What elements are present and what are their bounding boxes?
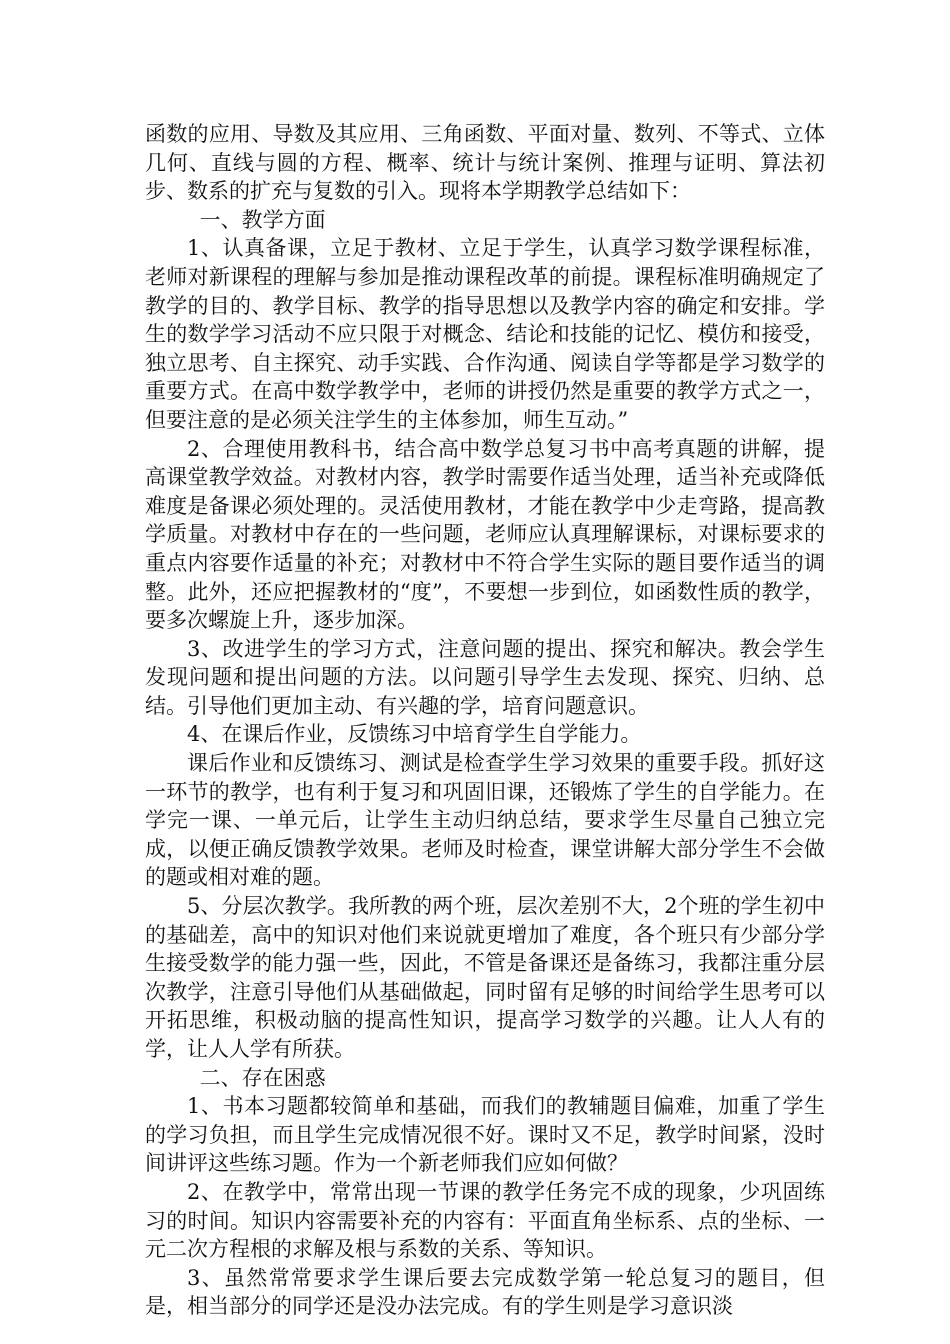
paragraph-feedback: 课后作业和反馈练习、测试是检查学生学习效果的重要手段。抓好这一环节的教学，也有利于复习和巩固旧课，还锻炼了学生的自学能力。在学完一课、一单元后，让学生主动归纳总结，要求学生尽量自己独立完成，以便正确反馈教学效果。老师及时检查，课堂讲解大部分学生不会做的题或相对难的题。 xyxy=(145,751,825,890)
paragraph-homework: 4、在课后作业，反馈练习中培育学生自学能力。 xyxy=(187,722,642,747)
paragraph-exercise-difficulty: 1、书本习题都较简单和基础，而我们的教辅题目偏难，加重了学生的学习负担，而且学生完成情况很不好。课时又不足，教学时间紧，没时间讲评这些练习题。作为一个新老师我们应如何做？ xyxy=(145,1094,825,1176)
paragraph-class-time: 2、在教学中，常常出现一节课的教学任务完不成的现象，少巩固练习的时间。知识内容需要补充的内容有：平面直角坐标系、点的坐标、一元二次方程根的求解及根与系数的关系、等知识。 xyxy=(145,1179,825,1262)
paragraph-textbook-use: 2、合理使用教科书，结合高中数学总复习书中高考真题的讲解，提高课堂教学效益。对教材内容，教学时需要作适当处理，适当补充或降低难度是备课必须处理的。灵活使用教材，才能在教学中少走弯路，提高教学质量。对教材中存在的一些问题，老师应认真理解课标，对课标要求的重点内容要作适量的补充；对教材中不符合学生实际的题目要作适当的调整。此外，还应把握教材的“度”，不要想一步到位，如函数性质的教学，要多次螺旋上升，逐步加深。 xyxy=(145,436,825,633)
intro-paragraph: 函数的应用、导数及其应用、三角函数、平面对量、数列、不等式、立体几何、直线与圆的方程、概率、统计与统计案例、推理与证明、算法初步、数系的扩充与复数的引入。现将本学期教学总结如下： xyxy=(145,122,825,204)
paragraph-learning-method: 3、改进学生的学习方式，注意问题的提出、探究和解决。教会学生发现问题和提出问题的方法。以问题引导学生去发现、探究、归纳、总结。引导他们更加主动、有兴趣的学，培育问题意识。 xyxy=(145,636,825,718)
section-heading-teaching: 一、教学方面 xyxy=(199,207,326,232)
document-body xyxy=(145,120,825,1321)
section-heading-difficulties: 二、存在困惑 xyxy=(199,1065,326,1090)
paragraph-lesson-prep: 1、认真备课，立足于教材、立足于学生，认真学习数学课程标准，老师对新课程的理解与参加是推动课程改革的前提。课程标准明确规定了教学的目的、教学目标、教学的指导思想以及教学内容的确定和安排。学生的数学学习活动不应只限于对概念、结论和技能的记忆、模仿和接受，独立思考、自主探究、动手实践、合作沟通、阅读自学等都是学习数学的重要方式。在高中数学教学中，老师的讲授仍然是重要的教学方式之一，但要注意的是必须关注学生的主体参加，师生互动。” xyxy=(145,236,825,432)
paragraph-review-completion: 3、虽然常常要求学生课后要去完成数学第一轮总复习的题目，但是，相当部分的同学还是没办法完成。有的学生则是学习意识淡 xyxy=(145,1265,825,1319)
paragraph-tiered-teaching: 5、分层次教学。我所教的两个班，层次差别不大，2个班的学生初中的基础差，高中的知识对他们来说就更增加了难度，各个班只有少部分学生接受数学的能力强一些，因此，不管是备课还是备练习，我都注重分层次教学，注意引导他们从基础做起，同时留有足够的时间给学生思考可以开拓思维，积极动脑的提高性知识，提高学习数学的兴趣。让人人有的学，让人人学有所获。 xyxy=(145,894,825,1061)
